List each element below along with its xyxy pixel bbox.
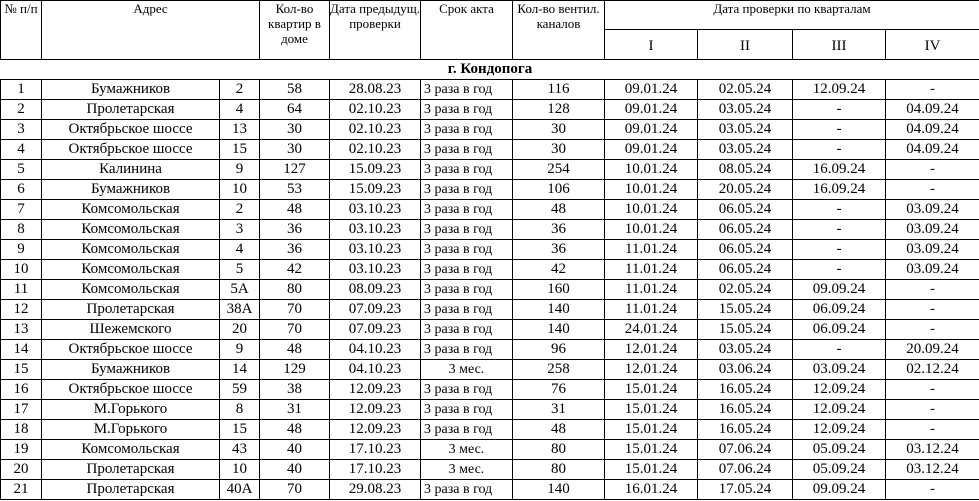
street-cell: Комсомольская xyxy=(42,280,220,300)
q4-date-cell: - xyxy=(886,280,979,300)
flats-cell: 38 xyxy=(260,380,330,400)
q1-date-cell: 10.01.24 xyxy=(605,200,698,220)
city-section xyxy=(1,60,979,80)
table-row xyxy=(1,220,979,240)
table-body xyxy=(1,80,979,500)
q3-date-cell: - xyxy=(793,120,886,140)
street-cell: Комсомольская xyxy=(42,440,220,460)
header-flats: Кол-во квартир в доме xyxy=(260,1,330,60)
table-row xyxy=(1,200,979,220)
prev-check-cell: 03.10.23 xyxy=(330,260,421,280)
house-cell: 4 xyxy=(220,240,260,260)
prev-check-cell: 15.09.23 xyxy=(330,160,421,180)
q3-date-cell: 09.09.24 xyxy=(793,280,886,300)
q4-date-cell: 02.12.24 xyxy=(886,360,979,380)
act-period-cell: 3 раза в год xyxy=(421,140,513,160)
prev-check-cell: 03.10.23 xyxy=(330,200,421,220)
q1-date-cell: 15.01.24 xyxy=(605,420,698,440)
q1-date-cell: 15.01.24 xyxy=(605,400,698,420)
flats-cell: 127 xyxy=(260,160,330,180)
house-cell: 14 xyxy=(220,360,260,380)
q3-date-cell: - xyxy=(793,140,886,160)
q3-date-cell: - xyxy=(793,100,886,120)
house-cell: 43 xyxy=(220,440,260,460)
prev-check-cell: 02.10.23 xyxy=(330,120,421,140)
prev-check-cell: 08.09.23 xyxy=(330,280,421,300)
prev-check-cell: 12.09.23 xyxy=(330,380,421,400)
vent-channels-cell: 42 xyxy=(513,260,605,280)
prev-check-cell: 17.10.23 xyxy=(330,440,421,460)
street-cell: М.Горького xyxy=(42,400,220,420)
table-row xyxy=(1,440,979,460)
header-address: Адрес xyxy=(42,1,260,60)
row-number: 5 xyxy=(1,160,42,180)
q4-date-cell: 03.09.24 xyxy=(886,260,979,280)
act-period-cell: 3 раза в год xyxy=(421,480,513,500)
q2-date-cell: 07.06.24 xyxy=(698,460,793,480)
flats-cell: 53 xyxy=(260,180,330,200)
row-number: 14 xyxy=(1,340,42,360)
street-cell: Бумажников xyxy=(42,180,220,200)
q1-date-cell: 12.01.24 xyxy=(605,340,698,360)
act-period-cell: 3 раза в год xyxy=(421,160,513,180)
q1-date-cell: 10.01.24 xyxy=(605,220,698,240)
q3-date-cell: 16.09.24 xyxy=(793,180,886,200)
street-cell: Октябрьское шоссе xyxy=(42,120,220,140)
row-number: 13 xyxy=(1,320,42,340)
row-number: 19 xyxy=(1,440,42,460)
flats-cell: 70 xyxy=(260,300,330,320)
table-row xyxy=(1,300,979,320)
q3-date-cell: - xyxy=(793,340,886,360)
q4-date-cell: - xyxy=(886,180,979,200)
house-cell: 9 xyxy=(220,340,260,360)
table-row xyxy=(1,480,979,500)
street-cell: Пролетарская xyxy=(42,100,220,120)
header-q3: III xyxy=(793,30,886,60)
q1-date-cell: 09.01.24 xyxy=(605,80,698,100)
q4-date-cell: - xyxy=(886,160,979,180)
act-period-cell: 3 раза в год xyxy=(421,380,513,400)
q3-date-cell: 05.09.24 xyxy=(793,460,886,480)
flats-cell: 30 xyxy=(260,140,330,160)
street-cell: Комсомольская xyxy=(42,200,220,220)
row-number: 1 xyxy=(1,80,42,100)
q3-date-cell: 05.09.24 xyxy=(793,440,886,460)
vent-channels-cell: 140 xyxy=(513,480,605,500)
house-cell: 2 xyxy=(220,200,260,220)
flats-cell: 42 xyxy=(260,260,330,280)
flats-cell: 129 xyxy=(260,360,330,380)
q3-date-cell: 06.09.24 xyxy=(793,320,886,340)
house-cell: 15 xyxy=(220,140,260,160)
q4-date-cell: - xyxy=(886,320,979,340)
street-cell: Комсомольская xyxy=(42,240,220,260)
q3-date-cell: - xyxy=(793,220,886,240)
flats-cell: 58 xyxy=(260,80,330,100)
prev-check-cell: 15.09.23 xyxy=(330,180,421,200)
q2-date-cell: 15.05.24 xyxy=(698,300,793,320)
q1-date-cell: 15.01.24 xyxy=(605,380,698,400)
q1-date-cell: 11.01.24 xyxy=(605,260,698,280)
street-cell: Шежемского xyxy=(42,320,220,340)
q2-date-cell: 03.05.24 xyxy=(698,100,793,120)
q1-date-cell: 16.01.24 xyxy=(605,480,698,500)
vent-channels-cell: 128 xyxy=(513,100,605,120)
vent-channels-cell: 80 xyxy=(513,460,605,480)
house-cell: 13 xyxy=(220,120,260,140)
prev-check-cell: 04.10.23 xyxy=(330,360,421,380)
q4-date-cell: 04.09.24 xyxy=(886,120,979,140)
street-cell: Октябрьское шоссе xyxy=(42,340,220,360)
table-row xyxy=(1,160,979,180)
q4-date-cell: 03.12.24 xyxy=(886,460,979,480)
q4-date-cell: 03.09.24 xyxy=(886,240,979,260)
table-row xyxy=(1,240,979,260)
q3-date-cell: - xyxy=(793,200,886,220)
street-cell: Бумажников xyxy=(42,80,220,100)
act-period-cell: 3 мес. xyxy=(421,360,513,380)
house-cell: 40А xyxy=(220,480,260,500)
prev-check-cell: 03.10.23 xyxy=(330,240,421,260)
act-period-cell: 3 раза в год xyxy=(421,240,513,260)
q3-date-cell: 16.09.24 xyxy=(793,160,886,180)
act-period-cell: 3 раза в год xyxy=(421,340,513,360)
vent-channels-cell: 31 xyxy=(513,400,605,420)
street-cell: Октябрьское шоссе xyxy=(42,140,220,160)
q2-date-cell: 03.05.24 xyxy=(698,120,793,140)
house-cell: 3 xyxy=(220,220,260,240)
q1-date-cell: 09.01.24 xyxy=(605,120,698,140)
table-row xyxy=(1,400,979,420)
street-cell: Пролетарская xyxy=(42,480,220,500)
house-cell: 10 xyxy=(220,180,260,200)
street-cell: М.Горького xyxy=(42,420,220,440)
house-cell: 10 xyxy=(220,460,260,480)
q2-date-cell: 06.05.24 xyxy=(698,260,793,280)
q3-date-cell: 03.09.24 xyxy=(793,360,886,380)
q4-date-cell: 03.09.24 xyxy=(886,200,979,220)
row-number: 16 xyxy=(1,380,42,400)
house-cell: 2 xyxy=(220,80,260,100)
table-row xyxy=(1,460,979,480)
table-row xyxy=(1,120,979,140)
act-period-cell: 3 раза в год xyxy=(421,220,513,240)
prev-check-cell: 07.09.23 xyxy=(330,300,421,320)
row-number: 4 xyxy=(1,140,42,160)
act-period-cell: 3 раза в год xyxy=(421,420,513,440)
act-period-cell: 3 раза в год xyxy=(421,180,513,200)
flats-cell: 48 xyxy=(260,340,330,360)
table-row xyxy=(1,420,979,440)
vent-channels-cell: 36 xyxy=(513,220,605,240)
street-cell: Пролетарская xyxy=(42,460,220,480)
q1-date-cell: 09.01.24 xyxy=(605,100,698,120)
prev-check-cell: 17.10.23 xyxy=(330,460,421,480)
row-number: 8 xyxy=(1,220,42,240)
q1-date-cell: 11.01.24 xyxy=(605,240,698,260)
vent-channels-cell: 96 xyxy=(513,340,605,360)
street-cell: Комсомольская xyxy=(42,260,220,280)
row-number: 15 xyxy=(1,360,42,380)
header-q2: II xyxy=(698,30,793,60)
act-period-cell: 3 раза в год xyxy=(421,260,513,280)
prev-check-cell: 04.10.23 xyxy=(330,340,421,360)
street-cell: Пролетарская xyxy=(42,300,220,320)
q2-date-cell: 02.05.24 xyxy=(698,280,793,300)
table-row xyxy=(1,140,979,160)
q3-date-cell: 12.09.24 xyxy=(793,380,886,400)
act-period-cell: 3 раза в год xyxy=(421,120,513,140)
q1-date-cell: 12.01.24 xyxy=(605,360,698,380)
flats-cell: 36 xyxy=(260,220,330,240)
vent-channels-cell: 254 xyxy=(513,160,605,180)
vent-channels-cell: 116 xyxy=(513,80,605,100)
q2-date-cell: 16.05.24 xyxy=(698,420,793,440)
q1-date-cell: 15.01.24 xyxy=(605,440,698,460)
prev-check-cell: 02.10.23 xyxy=(330,140,421,160)
vent-channels-cell: 80 xyxy=(513,440,605,460)
flats-cell: 80 xyxy=(260,280,330,300)
table-row xyxy=(1,260,979,280)
vent-channels-cell: 106 xyxy=(513,180,605,200)
q4-date-cell: - xyxy=(886,480,979,500)
header-vent-channels: Кол-во вентил. каналов xyxy=(513,1,605,60)
vent-channels-cell: 160 xyxy=(513,280,605,300)
vent-channels-cell: 36 xyxy=(513,240,605,260)
prev-check-cell: 02.10.23 xyxy=(330,100,421,120)
vent-channels-cell: 48 xyxy=(513,200,605,220)
q2-date-cell: 15.05.24 xyxy=(698,320,793,340)
row-number: 21 xyxy=(1,480,42,500)
act-period-cell: 3 мес. xyxy=(421,460,513,480)
flats-cell: 48 xyxy=(260,420,330,440)
q1-date-cell: 09.01.24 xyxy=(605,140,698,160)
q1-date-cell: 10.01.24 xyxy=(605,160,698,180)
table-row xyxy=(1,100,979,120)
table-row xyxy=(1,180,979,200)
q2-date-cell: 16.05.24 xyxy=(698,400,793,420)
table-row xyxy=(1,80,979,100)
flats-cell: 36 xyxy=(260,240,330,260)
q4-date-cell: 04.09.24 xyxy=(886,140,979,160)
flats-cell: 48 xyxy=(260,200,330,220)
q2-date-cell: 03.05.24 xyxy=(698,340,793,360)
q3-date-cell: 09.09.24 xyxy=(793,480,886,500)
vent-channels-cell: 48 xyxy=(513,420,605,440)
row-number: 6 xyxy=(1,180,42,200)
street-cell: Октябрьское шоссе xyxy=(42,380,220,400)
act-period-cell: 3 мес. xyxy=(421,440,513,460)
q3-date-cell: 12.09.24 xyxy=(793,400,886,420)
row-number: 20 xyxy=(1,460,42,480)
act-period-cell: 3 раза в год xyxy=(421,280,513,300)
q2-date-cell: 03.06.24 xyxy=(698,360,793,380)
vent-channels-cell: 140 xyxy=(513,300,605,320)
table-row xyxy=(1,320,979,340)
table-row xyxy=(1,380,979,400)
row-number: 18 xyxy=(1,420,42,440)
q1-date-cell: 11.01.24 xyxy=(605,300,698,320)
row-number: 9 xyxy=(1,240,42,260)
house-cell: 9 xyxy=(220,160,260,180)
q1-date-cell: 11.01.24 xyxy=(605,280,698,300)
q3-date-cell: - xyxy=(793,240,886,260)
q4-date-cell: - xyxy=(886,380,979,400)
q4-date-cell: 20.09.24 xyxy=(886,340,979,360)
row-number: 7 xyxy=(1,200,42,220)
flats-cell: 40 xyxy=(260,460,330,480)
vent-channels-cell: 258 xyxy=(513,360,605,380)
city-heading: г. Кондопога xyxy=(1,60,979,80)
house-cell: 5А xyxy=(220,280,260,300)
prev-check-cell: 12.09.23 xyxy=(330,400,421,420)
row-number: 12 xyxy=(1,300,42,320)
header-q1: I xyxy=(605,30,698,60)
house-cell: 4 xyxy=(220,100,260,120)
q2-date-cell: 02.05.24 xyxy=(698,80,793,100)
vent-channels-cell: 30 xyxy=(513,120,605,140)
house-cell: 5 xyxy=(220,260,260,280)
house-cell: 38А xyxy=(220,300,260,320)
q2-date-cell: 20.05.24 xyxy=(698,180,793,200)
q3-date-cell: 06.09.24 xyxy=(793,300,886,320)
table-row xyxy=(1,340,979,360)
q4-date-cell: - xyxy=(886,80,979,100)
table-header xyxy=(1,1,979,60)
header-act-period: Срок акта xyxy=(421,1,513,60)
header-quarters-title: Дата проверки по кварталам xyxy=(605,1,979,30)
q4-date-cell: 03.12.24 xyxy=(886,440,979,460)
flats-cell: 70 xyxy=(260,480,330,500)
q2-date-cell: 08.05.24 xyxy=(698,160,793,180)
act-period-cell: 3 раза в год xyxy=(421,100,513,120)
q2-date-cell: 07.06.24 xyxy=(698,440,793,460)
flats-cell: 31 xyxy=(260,400,330,420)
q3-date-cell: 12.09.24 xyxy=(793,420,886,440)
header-q4: IV xyxy=(886,30,979,60)
q2-date-cell: 06.05.24 xyxy=(698,240,793,260)
q2-date-cell: 03.05.24 xyxy=(698,140,793,160)
q4-date-cell: - xyxy=(886,420,979,440)
q2-date-cell: 16.05.24 xyxy=(698,380,793,400)
prev-check-cell: 07.09.23 xyxy=(330,320,421,340)
q1-date-cell: 10.01.24 xyxy=(605,180,698,200)
vent-channels-cell: 140 xyxy=(513,320,605,340)
q1-date-cell: 24.01.24 xyxy=(605,320,698,340)
act-period-cell: 3 раза в год xyxy=(421,300,513,320)
table-row xyxy=(1,360,979,380)
q4-date-cell: - xyxy=(886,300,979,320)
act-period-cell: 3 раза в год xyxy=(421,200,513,220)
q4-date-cell: - xyxy=(886,400,979,420)
prev-check-cell: 03.10.23 xyxy=(330,220,421,240)
row-number: 2 xyxy=(1,100,42,120)
flats-cell: 30 xyxy=(260,120,330,140)
street-cell: Калинина xyxy=(42,160,220,180)
street-cell: Бумажников xyxy=(42,360,220,380)
house-cell: 20 xyxy=(220,320,260,340)
q3-date-cell: - xyxy=(793,260,886,280)
act-period-cell: 3 раза в год xyxy=(421,320,513,340)
prev-check-cell: 12.09.23 xyxy=(330,420,421,440)
vent-channels-cell: 30 xyxy=(513,140,605,160)
q2-date-cell: 17.05.24 xyxy=(698,480,793,500)
flats-cell: 64 xyxy=(260,100,330,120)
street-cell: Комсомольская xyxy=(42,220,220,240)
header-num: № п/п xyxy=(1,1,42,60)
house-cell: 59 xyxy=(220,380,260,400)
flats-cell: 40 xyxy=(260,440,330,460)
q4-date-cell: 04.09.24 xyxy=(886,100,979,120)
q2-date-cell: 06.05.24 xyxy=(698,220,793,240)
act-period-cell: 3 раза в год xyxy=(421,400,513,420)
vent-channels-cell: 76 xyxy=(513,380,605,400)
row-number: 10 xyxy=(1,260,42,280)
row-number: 11 xyxy=(1,280,42,300)
act-period-cell: 3 раза в год xyxy=(421,80,513,100)
q4-date-cell: 03.09.24 xyxy=(886,220,979,240)
q2-date-cell: 06.05.24 xyxy=(698,200,793,220)
row-number: 3 xyxy=(1,120,42,140)
header-prev-check: Дата предыдущ. проверки xyxy=(330,1,421,60)
table-row xyxy=(1,280,979,300)
house-cell: 15 xyxy=(220,420,260,440)
q1-date-cell: 15.01.24 xyxy=(605,460,698,480)
flats-cell: 70 xyxy=(260,320,330,340)
prev-check-cell: 29.08.23 xyxy=(330,480,421,500)
house-cell: 8 xyxy=(220,400,260,420)
prev-check-cell: 28.08.23 xyxy=(330,80,421,100)
q3-date-cell: 12.09.24 xyxy=(793,80,886,100)
row-number: 17 xyxy=(1,400,42,420)
